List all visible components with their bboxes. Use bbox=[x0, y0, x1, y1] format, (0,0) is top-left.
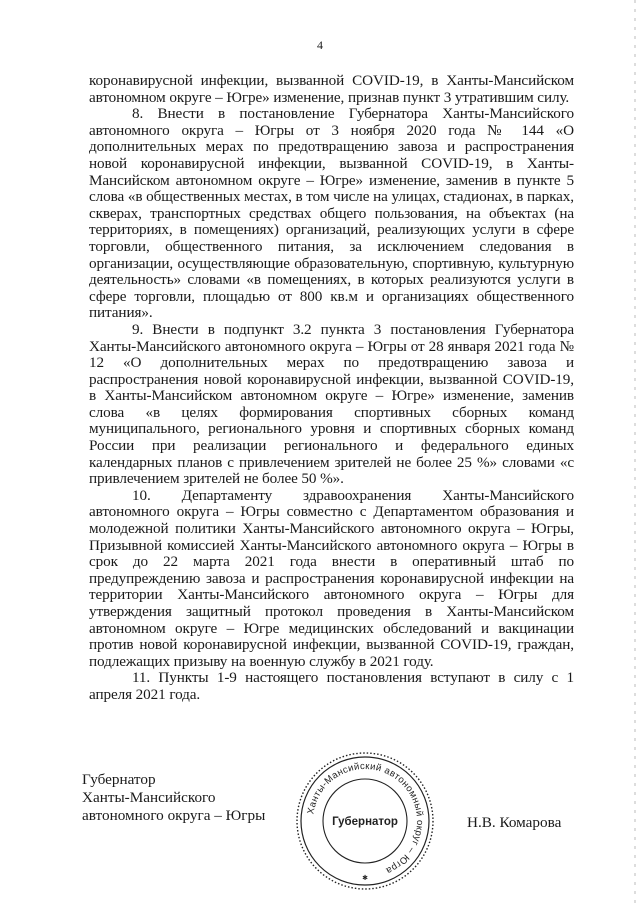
paragraph-continuation: коронавирусной инфекции, вызванной COVID-19, в Ханты-Мансийском автономном округе – Югре» изменение, признав пункт 3 утратившим силу. bbox=[89, 72, 574, 106]
paragraph-item-9: 9. Внести в подпункт 3.2 пункта 3 постановления Губернатора Ханты-Мансийского автономного округа – Югры от 28 января 2021 года № 12 «О дополнительных мерах по предотвращению завоза и распространения новой коронавирусной инфекции, вызванной COVID-19, в Ханты-Мансийском автономном округе – Югре» изменение, заменив слова «в целях формирования спортивных сборных команд муниципального, регионального уровня и спортивных сборных команд России при реализации регионального и федерального единых календарных планов с привлечением зрителей не более 25 %» словами «с привлечением зрителей не более 50 %». bbox=[89, 320, 574, 488]
signer-title-line: автономного округа – Югры bbox=[82, 807, 266, 824]
paragraph-item-10: 10. Департаменту здравоохранения Ханты-Мансийского автономного округа – Югры совместно с Департаментом образования и молодежной политики Ханты-Мансийского автономного округа – Югры, Призывной комиссией Ханты-Мансийского автономного округа – Югры в срок до 22 марта 2021 года внести в оперативный штаб по предупреждению завоза и распространения коронавирусной инфекции на территории Ханты-Мансийского автономного округа – Югры для утверждения защитный протокол проведения в Ханты-Мансийском автономном округе – Югре медицинских обследований и вакцинации против новой коронавирусной инфекции, вызванной COVID-19, граждан, подлежащих призыву на военную службу в 2021 году. bbox=[89, 486, 574, 670]
paragraph-item-11: 11. Пункты 1-9 настоящего постановления вступают в силу с 1 апреля 2021 года. bbox=[89, 669, 574, 703]
svg-text:✱: ✱ bbox=[362, 874, 368, 882]
seal-center-text: Губернатор bbox=[332, 816, 398, 828]
signer-title-line: Ханты-Мансийского bbox=[82, 789, 216, 806]
signer-title-line: Губернатор bbox=[82, 771, 156, 788]
signer-title bbox=[82, 771, 265, 825]
seal-ring-text: Ханты-Мансийский автономный округ – Югра bbox=[305, 760, 426, 877]
scan-edge-mark bbox=[634, 0, 636, 905]
document-body bbox=[89, 73, 574, 704]
official-seal-stamp bbox=[294, 750, 436, 892]
paragraph-item-8: 8. Внести в постановление Губернатора Ханты-Мансийского автономного округа – Югры от 3 ноября 2020 года № 144 «О дополнительных мерах по предотвращению завоза и распространения новой коронавирусной инфекции, вызванной COVID-19, в Ханты-Мансийском автономном округе – Югре» изменение, заменив в пункте 5 слова «в общественных местах, в том числе на улицах, стадионах, в парках, скверах, транспортных средствах общего пользования, на объектах (на территориях, в помещениях) организаций, реализующих услуги в сфере торговли, общественного питания, за исключением следования в организации, осуществляющие образовательную, спортивную, культурную деятельность» словами «в помещениях, в которых реализуются услуги в сфере торговли, площадью от 800 кв.м и организациях общественного питания». bbox=[89, 105, 574, 322]
signer-name: Н.В. Комарова bbox=[467, 814, 562, 831]
page-number: 4 bbox=[317, 38, 323, 52]
